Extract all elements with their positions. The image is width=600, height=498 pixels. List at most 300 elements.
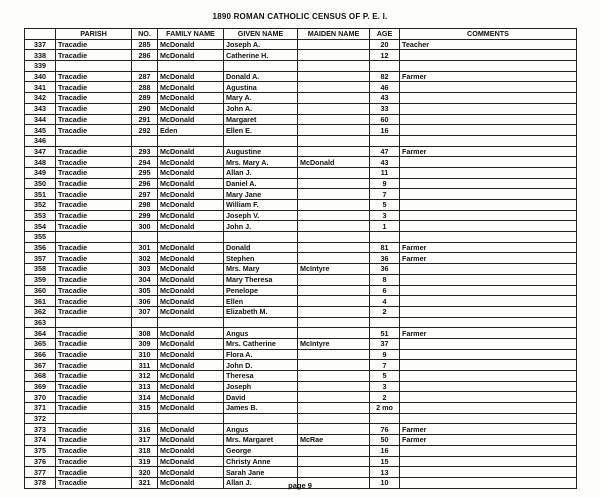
table-row bbox=[25, 306, 577, 317]
cell-age: 47 bbox=[370, 146, 400, 157]
cell-given-name bbox=[224, 413, 298, 424]
cell-age: 81 bbox=[370, 242, 400, 253]
table-row bbox=[25, 103, 577, 114]
cell-family-name: McDonald bbox=[158, 306, 224, 317]
cell-family-name bbox=[158, 232, 224, 243]
cell-age: 8 bbox=[370, 274, 400, 285]
cell-line-number: 370 bbox=[25, 392, 56, 403]
cell-parish: Tracadie bbox=[56, 71, 132, 82]
cell-family-name: McDonald bbox=[158, 467, 224, 478]
cell-comments bbox=[400, 306, 577, 317]
cell-comments bbox=[400, 61, 577, 72]
cell-comments: Farmer bbox=[400, 328, 577, 339]
cell-parish: Tracadie bbox=[56, 242, 132, 253]
cell-age: 16 bbox=[370, 445, 400, 456]
cell-age: 3 bbox=[370, 210, 400, 221]
cell-maiden-name bbox=[298, 392, 370, 403]
cell-line-number: 348 bbox=[25, 157, 56, 168]
cell-family-name: McDonald bbox=[158, 477, 224, 488]
cell-no: 297 bbox=[132, 189, 158, 200]
cell-comments bbox=[400, 157, 577, 168]
cell-no: 306 bbox=[132, 296, 158, 307]
cell-family-name: McDonald bbox=[158, 71, 224, 82]
cell-given-name: Angus bbox=[224, 424, 298, 435]
cell-family-name: McDonald bbox=[158, 371, 224, 382]
cell-age: 82 bbox=[370, 71, 400, 82]
cell-family-name: McDonald bbox=[158, 285, 224, 296]
cell-family-name: McDonald bbox=[158, 338, 224, 349]
cell-maiden-name bbox=[298, 221, 370, 232]
cell-comments: Farmer bbox=[400, 71, 577, 82]
cell-maiden-name bbox=[298, 381, 370, 392]
cell-age: 10 bbox=[370, 477, 400, 488]
cell-maiden-name bbox=[298, 317, 370, 328]
cell-parish bbox=[56, 135, 132, 146]
cell-no: 316 bbox=[132, 424, 158, 435]
cell-maiden-name bbox=[298, 200, 370, 211]
cell-parish: Tracadie bbox=[56, 371, 132, 382]
cell-given-name: Catherine H. bbox=[224, 50, 298, 61]
cell-given-name: James B. bbox=[224, 403, 298, 414]
cell-comments: Farmer bbox=[400, 435, 577, 446]
cell-parish: Tracadie bbox=[56, 274, 132, 285]
cell-comments: Teacher bbox=[400, 39, 577, 50]
cell-given-name: Margaret bbox=[224, 114, 298, 125]
cell-comments bbox=[400, 381, 577, 392]
cell-family-name bbox=[158, 61, 224, 72]
cell-age: 46 bbox=[370, 82, 400, 93]
cell-age: 60 bbox=[370, 114, 400, 125]
cell-line-number: 357 bbox=[25, 253, 56, 264]
cell-age: 12 bbox=[370, 50, 400, 61]
cell-given-name: George bbox=[224, 445, 298, 456]
cell-no: 309 bbox=[132, 338, 158, 349]
cell-line-number: 359 bbox=[25, 274, 56, 285]
cell-maiden-name bbox=[298, 82, 370, 93]
cell-family-name: McDonald bbox=[158, 360, 224, 371]
cell-maiden-name bbox=[298, 146, 370, 157]
cell-no: 317 bbox=[132, 435, 158, 446]
cell-no: 292 bbox=[132, 125, 158, 136]
cell-given-name: Mrs. Catherine bbox=[224, 338, 298, 349]
cell-comments bbox=[400, 210, 577, 221]
cell-parish: Tracadie bbox=[56, 264, 132, 275]
cell-line-number: 363 bbox=[25, 317, 56, 328]
table-row bbox=[25, 328, 577, 339]
table-row bbox=[25, 146, 577, 157]
cell-family-name: McDonald bbox=[158, 349, 224, 360]
cell-comments bbox=[400, 125, 577, 136]
cell-parish bbox=[56, 61, 132, 72]
table-row bbox=[25, 424, 577, 435]
cell-given-name: Mary Theresa bbox=[224, 274, 298, 285]
cell-line-number: 373 bbox=[25, 424, 56, 435]
cell-age: 6 bbox=[370, 285, 400, 296]
cell-given-name: Mrs. Mary bbox=[224, 264, 298, 275]
cell-comments bbox=[400, 93, 577, 104]
cell-given-name: Christy Anne bbox=[224, 456, 298, 467]
cell-family-name: McDonald bbox=[158, 242, 224, 253]
cell-family-name: McDonald bbox=[158, 381, 224, 392]
cell-comments: Farmer bbox=[400, 253, 577, 264]
cell-maiden-name bbox=[298, 50, 370, 61]
cell-given-name: Allan J. bbox=[224, 477, 298, 488]
table-row bbox=[25, 135, 577, 146]
header-given-name: GIVEN NAME bbox=[224, 29, 298, 40]
cell-line-number: 345 bbox=[25, 125, 56, 136]
cell-age: 1 bbox=[370, 221, 400, 232]
cell-given-name bbox=[224, 317, 298, 328]
cell-comments bbox=[400, 114, 577, 125]
table-row bbox=[25, 467, 577, 478]
cell-line-number: 372 bbox=[25, 413, 56, 424]
table-row bbox=[25, 178, 577, 189]
cell-age: 11 bbox=[370, 167, 400, 178]
cell-given-name: Ellen bbox=[224, 296, 298, 307]
cell-comments bbox=[400, 445, 577, 456]
cell-no bbox=[132, 232, 158, 243]
cell-maiden-name: McRae bbox=[298, 435, 370, 446]
cell-line-number: 377 bbox=[25, 467, 56, 478]
cell-age: 76 bbox=[370, 424, 400, 435]
cell-age bbox=[370, 413, 400, 424]
cell-maiden-name bbox=[298, 274, 370, 285]
table-row bbox=[25, 157, 577, 168]
cell-comments bbox=[400, 221, 577, 232]
cell-comments bbox=[400, 167, 577, 178]
cell-no: 310 bbox=[132, 349, 158, 360]
cell-age: 20 bbox=[370, 39, 400, 50]
cell-comments bbox=[400, 467, 577, 478]
cell-comments bbox=[400, 285, 577, 296]
cell-parish: Tracadie bbox=[56, 114, 132, 125]
cell-age: 2 bbox=[370, 306, 400, 317]
cell-line-number: 343 bbox=[25, 103, 56, 114]
cell-parish: Tracadie bbox=[56, 50, 132, 61]
cell-age: 5 bbox=[370, 200, 400, 211]
cell-comments bbox=[400, 274, 577, 285]
cell-parish: Tracadie bbox=[56, 157, 132, 168]
cell-parish: Tracadie bbox=[56, 178, 132, 189]
cell-given-name: David bbox=[224, 392, 298, 403]
table-row bbox=[25, 413, 577, 424]
cell-given-name: Ellen E. bbox=[224, 125, 298, 136]
cell-age: 33 bbox=[370, 103, 400, 114]
cell-no: 285 bbox=[132, 39, 158, 50]
cell-comments: Farmer bbox=[400, 146, 577, 157]
cell-age: 7 bbox=[370, 360, 400, 371]
cell-line-number: 375 bbox=[25, 445, 56, 456]
cell-maiden-name bbox=[298, 360, 370, 371]
cell-line-number: 360 bbox=[25, 285, 56, 296]
cell-parish: Tracadie bbox=[56, 435, 132, 446]
cell-given-name: Donald bbox=[224, 242, 298, 253]
cell-family-name: McDonald bbox=[158, 82, 224, 93]
census-table bbox=[24, 28, 577, 489]
cell-family-name: McDonald bbox=[158, 210, 224, 221]
cell-family-name bbox=[158, 135, 224, 146]
cell-age: 3 bbox=[370, 381, 400, 392]
cell-age: 9 bbox=[370, 349, 400, 360]
cell-given-name: Augustine bbox=[224, 146, 298, 157]
cell-family-name: McDonald bbox=[158, 296, 224, 307]
cell-parish: Tracadie bbox=[56, 167, 132, 178]
cell-no: 305 bbox=[132, 285, 158, 296]
cell-family-name: McDonald bbox=[158, 253, 224, 264]
cell-parish: Tracadie bbox=[56, 253, 132, 264]
cell-parish: Tracadie bbox=[56, 221, 132, 232]
cell-given-name: Mrs. Margaret bbox=[224, 435, 298, 446]
cell-line-number: 366 bbox=[25, 349, 56, 360]
cell-age: 16 bbox=[370, 125, 400, 136]
table-row bbox=[25, 445, 577, 456]
cell-line-number: 365 bbox=[25, 338, 56, 349]
cell-family-name: McDonald bbox=[158, 178, 224, 189]
table-row bbox=[25, 114, 577, 125]
cell-comments bbox=[400, 349, 577, 360]
cell-family-name: McDonald bbox=[158, 456, 224, 467]
cell-no: 311 bbox=[132, 360, 158, 371]
table-row bbox=[25, 285, 577, 296]
cell-age: 15 bbox=[370, 456, 400, 467]
cell-age: 50 bbox=[370, 435, 400, 446]
cell-given-name: Daniel A. bbox=[224, 178, 298, 189]
header-family-name: FAMILY NAME bbox=[158, 29, 224, 40]
cell-family-name: McDonald bbox=[158, 103, 224, 114]
cell-parish: Tracadie bbox=[56, 445, 132, 456]
cell-family-name: Eden bbox=[158, 125, 224, 136]
cell-given-name bbox=[224, 232, 298, 243]
cell-no: 290 bbox=[132, 103, 158, 114]
cell-comments bbox=[400, 232, 577, 243]
table-row bbox=[25, 200, 577, 211]
table-row bbox=[25, 381, 577, 392]
cell-line-number: 337 bbox=[25, 39, 56, 50]
cell-no: 296 bbox=[132, 178, 158, 189]
table-row bbox=[25, 61, 577, 72]
cell-maiden-name bbox=[298, 253, 370, 264]
cell-no: 321 bbox=[132, 477, 158, 488]
cell-no: 298 bbox=[132, 200, 158, 211]
cell-age: 2 bbox=[370, 392, 400, 403]
cell-age: 51 bbox=[370, 328, 400, 339]
cell-age: 43 bbox=[370, 93, 400, 104]
header-row bbox=[25, 29, 577, 40]
cell-given-name: Stephen bbox=[224, 253, 298, 264]
cell-family-name: McDonald bbox=[158, 157, 224, 168]
cell-line-number: 369 bbox=[25, 381, 56, 392]
cell-no: 301 bbox=[132, 242, 158, 253]
table-row bbox=[25, 221, 577, 232]
cell-comments bbox=[400, 103, 577, 114]
cell-comments: Farmer bbox=[400, 242, 577, 253]
cell-no: 314 bbox=[132, 392, 158, 403]
cell-family-name bbox=[158, 413, 224, 424]
table-row bbox=[25, 274, 577, 285]
cell-line-number: 349 bbox=[25, 167, 56, 178]
cell-given-name: Mrs. Mary A. bbox=[224, 157, 298, 168]
cell-age bbox=[370, 135, 400, 146]
cell-line-number: 338 bbox=[25, 50, 56, 61]
cell-maiden-name bbox=[298, 467, 370, 478]
cell-line-number: 351 bbox=[25, 189, 56, 200]
cell-no: 315 bbox=[132, 403, 158, 414]
cell-family-name: McDonald bbox=[158, 146, 224, 157]
cell-parish bbox=[56, 413, 132, 424]
cell-no: 302 bbox=[132, 253, 158, 264]
cell-comments bbox=[400, 296, 577, 307]
cell-maiden-name bbox=[298, 232, 370, 243]
cell-comments bbox=[400, 403, 577, 414]
cell-no: 319 bbox=[132, 456, 158, 467]
cell-no: 288 bbox=[132, 82, 158, 93]
cell-parish: Tracadie bbox=[56, 39, 132, 50]
cell-family-name: McDonald bbox=[158, 200, 224, 211]
table-row bbox=[25, 167, 577, 178]
cell-age: 37 bbox=[370, 338, 400, 349]
cell-parish: Tracadie bbox=[56, 146, 132, 157]
table-row bbox=[25, 210, 577, 221]
cell-comments bbox=[400, 360, 577, 371]
cell-family-name bbox=[158, 317, 224, 328]
cell-family-name: McDonald bbox=[158, 221, 224, 232]
cell-given-name: Joseph A. bbox=[224, 39, 298, 50]
cell-maiden-name bbox=[298, 445, 370, 456]
cell-comments bbox=[400, 82, 577, 93]
cell-parish: Tracadie bbox=[56, 306, 132, 317]
cell-comments bbox=[400, 413, 577, 424]
cell-parish: Tracadie bbox=[56, 103, 132, 114]
cell-maiden-name bbox=[298, 103, 370, 114]
cell-maiden-name bbox=[298, 403, 370, 414]
cell-no: 291 bbox=[132, 114, 158, 125]
cell-family-name: McDonald bbox=[158, 403, 224, 414]
cell-maiden-name bbox=[298, 189, 370, 200]
cell-maiden-name bbox=[298, 456, 370, 467]
cell-comments bbox=[400, 200, 577, 211]
cell-comments bbox=[400, 264, 577, 275]
cell-maiden-name bbox=[298, 285, 370, 296]
cell-line-number: 341 bbox=[25, 82, 56, 93]
table-row bbox=[25, 189, 577, 200]
cell-no: 304 bbox=[132, 274, 158, 285]
header-age: AGE bbox=[370, 29, 400, 40]
cell-no: 313 bbox=[132, 381, 158, 392]
cell-comments bbox=[400, 338, 577, 349]
cell-no: 294 bbox=[132, 157, 158, 168]
cell-line-number: 367 bbox=[25, 360, 56, 371]
cell-parish: Tracadie bbox=[56, 467, 132, 478]
cell-comments bbox=[400, 392, 577, 403]
cell-parish: Tracadie bbox=[56, 424, 132, 435]
cell-maiden-name bbox=[298, 328, 370, 339]
cell-no: 318 bbox=[132, 445, 158, 456]
cell-age bbox=[370, 317, 400, 328]
cell-line-number: 340 bbox=[25, 71, 56, 82]
cell-parish: Tracadie bbox=[56, 381, 132, 392]
cell-maiden-name bbox=[298, 167, 370, 178]
cell-maiden-name bbox=[298, 178, 370, 189]
cell-maiden-name bbox=[298, 413, 370, 424]
table-row bbox=[25, 371, 577, 382]
cell-line-number: 374 bbox=[25, 435, 56, 446]
header-no: NO. bbox=[132, 29, 158, 40]
cell-family-name: McDonald bbox=[158, 39, 224, 50]
cell-maiden-name: McDonald bbox=[298, 157, 370, 168]
cell-maiden-name bbox=[298, 424, 370, 435]
cell-family-name: McDonald bbox=[158, 167, 224, 178]
cell-maiden-name bbox=[298, 125, 370, 136]
cell-given-name: William F. bbox=[224, 200, 298, 211]
cell-line-number: 354 bbox=[25, 221, 56, 232]
cell-family-name: McDonald bbox=[158, 93, 224, 104]
cell-maiden-name bbox=[298, 349, 370, 360]
cell-line-number: 362 bbox=[25, 306, 56, 317]
cell-family-name: McDonald bbox=[158, 445, 224, 456]
table-row bbox=[25, 317, 577, 328]
header-parish: PARISH bbox=[56, 29, 132, 40]
cell-no: 287 bbox=[132, 71, 158, 82]
header-comments: COMMENTS bbox=[400, 29, 577, 40]
cell-no bbox=[132, 317, 158, 328]
cell-line-number: 346 bbox=[25, 135, 56, 146]
cell-no: 308 bbox=[132, 328, 158, 339]
cell-line-number: 355 bbox=[25, 232, 56, 243]
cell-given-name: Flora A. bbox=[224, 349, 298, 360]
cell-parish: Tracadie bbox=[56, 200, 132, 211]
table-row bbox=[25, 242, 577, 253]
cell-parish: Tracadie bbox=[56, 125, 132, 136]
cell-parish: Tracadie bbox=[56, 189, 132, 200]
document-title: 1890 ROMAN CATHOLIC CENSUS OF P. E. I. bbox=[212, 12, 388, 21]
cell-no: 312 bbox=[132, 371, 158, 382]
cell-maiden-name: McIntyre bbox=[298, 338, 370, 349]
table-row bbox=[25, 456, 577, 467]
cell-given-name: Angus bbox=[224, 328, 298, 339]
cell-parish: Tracadie bbox=[56, 349, 132, 360]
header-maiden-name: MAIDEN NAME bbox=[298, 29, 370, 40]
table-row bbox=[25, 296, 577, 307]
cell-parish: Tracadie bbox=[56, 403, 132, 414]
cell-family-name: McDonald bbox=[158, 189, 224, 200]
cell-maiden-name bbox=[298, 71, 370, 82]
cell-maiden-name bbox=[298, 93, 370, 104]
cell-parish: Tracadie bbox=[56, 285, 132, 296]
cell-line-number: 371 bbox=[25, 403, 56, 414]
cell-family-name: McDonald bbox=[158, 274, 224, 285]
cell-age: 5 bbox=[370, 371, 400, 382]
cell-family-name: McDonald bbox=[158, 424, 224, 435]
table-row bbox=[25, 93, 577, 104]
cell-family-name: McDonald bbox=[158, 114, 224, 125]
cell-given-name: John D. bbox=[224, 360, 298, 371]
cell-parish: Tracadie bbox=[56, 392, 132, 403]
cell-comments bbox=[400, 371, 577, 382]
cell-age: 36 bbox=[370, 253, 400, 264]
cell-line-number: 378 bbox=[25, 477, 56, 488]
cell-given-name: Penelope bbox=[224, 285, 298, 296]
table-row bbox=[25, 403, 577, 414]
cell-age: 9 bbox=[370, 178, 400, 189]
cell-line-number: 347 bbox=[25, 146, 56, 157]
cell-age: 36 bbox=[370, 264, 400, 275]
cell-family-name: McDonald bbox=[158, 392, 224, 403]
cell-line-number: 342 bbox=[25, 93, 56, 104]
cell-no: 295 bbox=[132, 167, 158, 178]
table-row bbox=[25, 349, 577, 360]
cell-no: 293 bbox=[132, 146, 158, 157]
cell-parish: Tracadie bbox=[56, 296, 132, 307]
